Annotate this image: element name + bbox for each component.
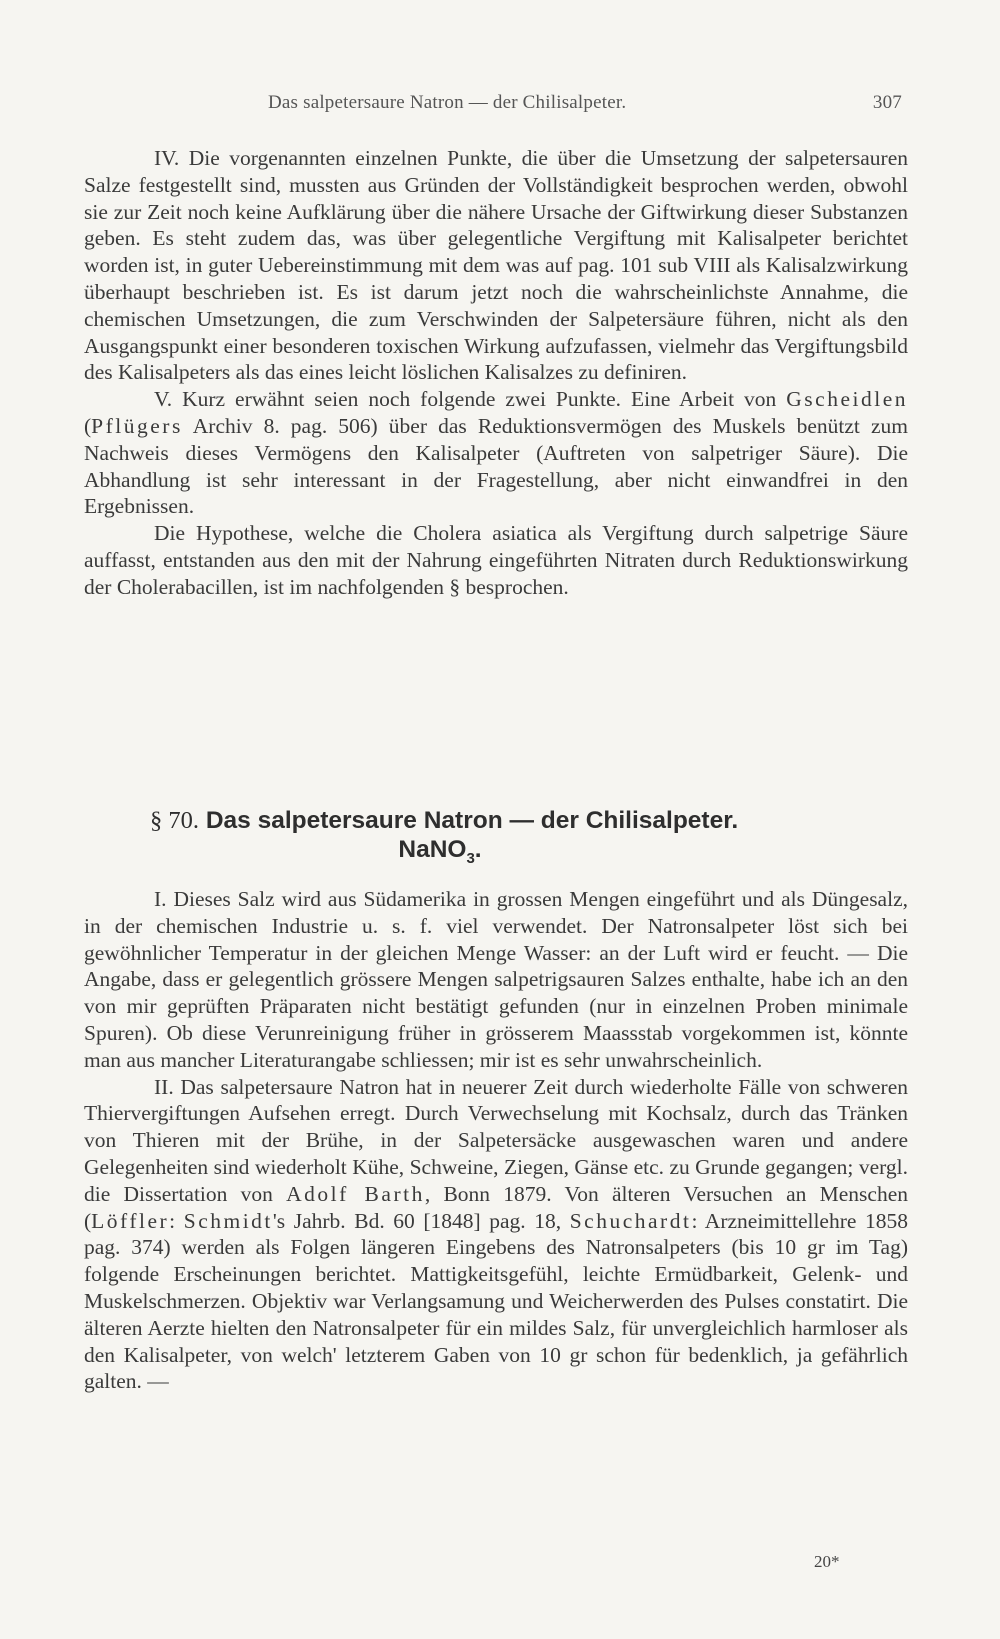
formula-main: NaNO xyxy=(398,836,467,863)
paragraph-iv: IV. Die vorgenannten einzelnen Punkte, die über die Umsetzung der salpetersauren Salze festgestellt sind, mussten aus Gründen der Vollständigkeit besprochen werden, obwohl sie zur Zeit noch keine Aufklärung über die nähere Ursache der Giftwirkung dieser Substanzen geben. Es steht zudem das, was über gelegentliche Vergiftung mit Kalisalpeter berichtet worden ist, in guter Uebereinstimmung mit dem was auf pag. 101 sub VIII als Kalisalzwirkung überhaupt beschrieben ist. Es ist darum jetzt noch die wahrscheinlichste Annahme, die chemischen Umsetzungen, die zum Verschwinden der Salpetersäure führen, nicht als den Ausgangspunkt einer besonderen toxischen Wirkung aufzufassen, vielmehr das Vergiftungsbild des Kalisalpeters als das eines leicht löslichen Kalisalzes zu definiren. xyxy=(84,146,908,385)
paragraph-hypothese: Die Hypothese, welche die Cholera asiatica als Vergiftung durch salpetrige Säure auffasst, entstanden aus den mit der Nahrung eingeführten Nitraten durch Reduktionswirkung der Cholerabacillen, ist im nachfolgenden § besprochen. xyxy=(84,521,908,599)
text: V. Kurz erwähnt seien noch folgende zwei Punkte. Eine Arbeit von xyxy=(154,387,777,412)
running-head-title: Das salpetersaure Natron — der Chilisalpeter. xyxy=(268,92,627,113)
section-title: Das salpetersaure Natron — der Chilisalpeter. xyxy=(205,807,739,834)
text: Archiv 8. pag. 506) über das Reduktionsvermögen des Muskels benützt zum Nachweis dieses Vermögens den Kalisalpeter (Auftreten von salpetriger Säure). Die Abhandlung ist sehr interessant in der Fragestellung, aber nicht einwandfrei in den Ergebnissen. xyxy=(84,413,908,519)
author-name-gscheidlen: Gscheidlen xyxy=(786,387,908,412)
text: II. Das salpetersaure Natron hat in neuerer Zeit durch wiederholte Fälle von schweren Thiervergiftungen Aufsehen erregt. Durch Verwechselung mit Kochsalz, durch das Tränken von Thieren mit der Brühe, in der Salpetersäcke ausgewaschen waren und andere Gelegenheiten sind wiederholt Kühe, Schweine, Ziegen, Gänse etc. zu Grunde gegangen; vergl. die Dissertation von xyxy=(84,1074,908,1206)
paragraph-ii xyxy=(84,1074,908,1396)
text: : Arzneimittellehre 1858 pag. 374) werden als Folgen längeren Eingebens des Natronsalpeters (bis 10 gr im Tag) folgende Erscheinungen berichtet. Mattigkeitsgefühl, leichte Ermüdbarkeit, Gelenk- und Muskelschmerzen. Objektiv war Verlangsamung und Weicherwerden des Pulses constatirt. Die älteren Aerzte hielten den Natronsalpeter für ein mildes Salz, für unvergleichlich harmloser als den Kalisalpeter, von welch' letzterem Gaben von 10 gr schon für bedenklich, ja gefährlich galten. — xyxy=(84,1208,909,1394)
author-name-barth: Adolf Barth xyxy=(286,1181,425,1206)
author-name-schmidt: Schmidt xyxy=(183,1208,273,1233)
author-name-pfluegers: Pflügers xyxy=(91,413,183,438)
author-name-schuchardt: Schuchardt xyxy=(569,1208,692,1233)
text: 's Jahrb. Bd. 60 [1848] pag. 18, xyxy=(272,1208,562,1233)
signature-mark: 20* xyxy=(814,1552,840,1571)
text: : xyxy=(169,1208,176,1233)
paragraph-v: V. Kurz erwähnt seien noch folgende zwei Punkte. Eine Arbeit von Gscheidlen (Pflügers Archiv 8. pag. 506) über das Reduktionsvermögen des Muskels benützt zum Nachweis dieses Vermögens den Kalisalpeter (Auftreten von salpetriger Säure). Die Abhandlung ist sehr interessant in der Fragestellung, aber nicht einwandfrei in den Ergebnissen. xyxy=(84,387,908,519)
body-text-upper xyxy=(84,145,908,601)
section-number: § 70. xyxy=(150,807,199,834)
section-heading-70 xyxy=(150,806,910,873)
formula-end: . xyxy=(474,836,482,863)
text: , Bonn 1879. Von älteren Versuchen an Menschen ( xyxy=(84,1181,909,1233)
page-number: 307 xyxy=(872,92,902,113)
chemical-formula xyxy=(150,835,910,873)
body-text-lower xyxy=(84,886,908,1395)
paragraph-i: I. Dieses Salz wird aus Südamerika in grossen Mengen eingeführt und als Düngesalz, in der chemischen Industrie u. s. f. viel verwendet. Der Natronsalpeter löst sich bei gewöhnlicher Temperatur in der gleichen Menge Wasser: an der Luft wird er feucht. — Die Angabe, dass er gelegentlich grössere Mengen salpetrigsauren Salzes enthalte, habe ich an den von mir geprüften Präparaten nicht bestätigt gefunden (nur in einzelnen Proben minimale Spuren). Ob diese Verunreinigung früher in grösserem Maassstab vorgekommen ist, könnte man aus mancher Literaturangabe schliessen; mir ist es sehr unwahrscheinlich. xyxy=(84,887,908,1072)
author-name-loeffler: Löffler xyxy=(91,1208,170,1233)
formula-subscript: 3 xyxy=(466,849,475,867)
